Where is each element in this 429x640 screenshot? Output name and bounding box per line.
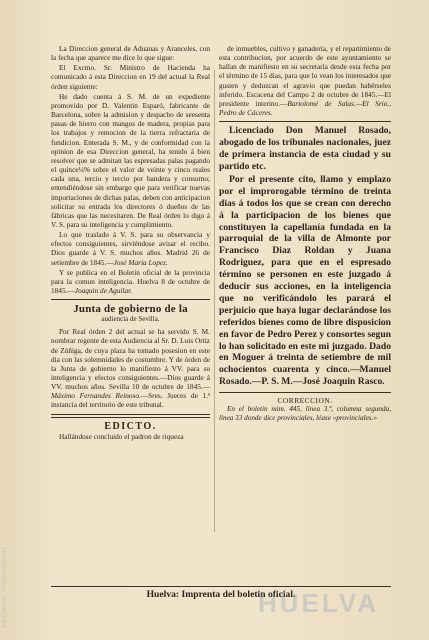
paragraph-intro: La Direccion general de Aduanas y Aranceles, con la fecha que aparece me dice lo que sigue: xyxy=(51,44,210,63)
watermark-side: ARCHIVO PROVINCIAL xyxy=(2,545,8,629)
watermark-huelva: HUELVA xyxy=(258,588,380,618)
correccion-rule xyxy=(219,392,391,393)
signature-reinoso: Máximo Fernandes Reinoso. xyxy=(51,391,141,401)
ad-title: Licenciado Don Manuel Rosado, abogado de los tribunales nacionales, juez de primera instancia de esta ciudad y su partido etc. xyxy=(219,125,391,172)
paragraph-transfer xyxy=(51,230,210,267)
continuation-text: de inmuebles, cultivo y ganaderia, y el repartimiento de esta contribucion, por acuerdo de este ayuntamiento se hallan de manifiesto en su secretaría desde esta fecha por el término de 15 dias, para que lo vean los interesados que gusten y deduzcan el agravio que puedan habérseles inferido. Escacena del Campo 2 de octubre de 1845.—El presidente interino.— xyxy=(219,44,391,108)
bop-notice-text: Y se publica en el Boletin oficial de la provincia para la comun inteligencia. Huelva 8 de octubre de 1845.— xyxy=(51,267,210,296)
correccion-title: CORRECCION. xyxy=(277,396,333,406)
paragraph-bop-notice xyxy=(51,268,210,295)
right-column xyxy=(219,44,391,423)
ad-rule xyxy=(219,121,391,122)
paragraph-junta xyxy=(51,327,210,409)
left-column xyxy=(51,44,210,441)
edicto-text: Hallándose concluido el padron de riqueza xyxy=(59,431,184,441)
transfer-text: Lo que traslado á V. S. para su observancia y efectos consiguientes, sirviéndose avisar el recibo. Dios guarde á V. S. muchos años. Madrid 26 de setiembre de 1845.— xyxy=(51,230,210,267)
correccion-text: En el boletin núm. 445, línea 3.ª, columna segunda, línea 33 donde dice provinciales, léase «provinciales.» xyxy=(219,405,391,423)
paragraph-royal-order: He dado cuenta á S. M. de un expediente promovido por D. Valentin Esparó, fabricante de Barcelona, sobre la admision y despacho de seesenta pasas de hierro con mangos de madera, propias para los trabajos y remocion de la tierra refractaria de fundicion. Enterada S. M., y de conformidad con la opinion de esa Direccion general, ha tenido á bien resolver que se admitan las espresadas palas pagando el quince¼% sobre el valor de veinte y cinco reales cada una, tercio y tercio por bandera y consumo; entendiéndose sin embargo que para verificar nuevas importaciones de dichas palas, deben con anticipacion solicitar su entrada los directores ó dueños de las fábricas que las necesitaren. De Real órden lo digo á V. S. para su inteligencia y cumplimiento. xyxy=(51,91,210,229)
junta-title: Junta de gobierno de la xyxy=(73,303,188,316)
paragraph-minister: El Excmo. Sr. Ministro de Hacienda ha comunicado á esta Direccion en 19 del actual la Real órden siguiente: xyxy=(51,63,210,91)
signature-aguilar: Joaquin de Aguilar. xyxy=(74,286,132,296)
paragraph-continuation xyxy=(219,44,391,117)
signature-salas: Bartolomé de Salas.—El Srio., Pedro de Cáceres. xyxy=(219,98,391,118)
edicto-rule xyxy=(51,414,210,418)
junta-end: —Sres. Jueces de 1.ª instancia del territorio de este tribunal. xyxy=(51,391,210,410)
colophon: Huelva: Imprenta del boletin oficial. xyxy=(51,586,391,600)
junta-subtitle: audiencia de Sevilla. xyxy=(101,315,160,324)
column-divider xyxy=(214,70,215,532)
edicto-title: EDICTO. xyxy=(104,420,157,432)
section-rule xyxy=(51,299,210,300)
ad-body: Por el presente cito, llamo y emplazo por el improrogable término de treinta dias á todos los que se crean con derecho á la participacion de los bienes que constituyen la capellanía fundada en la parroquial de la villa de Almonte por Francisco Diaz Roldan y Juana Rodriguez, para que en el espresado término se personen en este juzgado á deducir sus acciones, en la inteligencia que no verificándolo les parará el perjuicio que haya lugar declarándose los referidos bienes como de libre disposicion en favor de Pedro Perez y consortes segun lo han solicitado en este mi juzgado. Dado en Moguer á treinta de setiembre de mil ochocientos cuarenta y cinco.—Manuel Rosado.—P. S. M.—José Joaquin Rasco. xyxy=(219,173,391,388)
junta-text: Por Real órden 2 del actual se ha servido S. M. nombrar regente de esta Audiencia al Sr. D. Luis Ortiz de Zúñiga, de cuya plaza ha tomado posesion en este dia con las solemnidades de costumbre. Y de órden de la Junta de gobierno lo manifiesto á VV. para su inteligencia y efectos consiguientes.—Dios guarde á VV. muchos años. Sevilla 10 de octubre de 1845.— xyxy=(51,327,210,392)
signature-lopez: José María Lopez. xyxy=(113,257,168,267)
